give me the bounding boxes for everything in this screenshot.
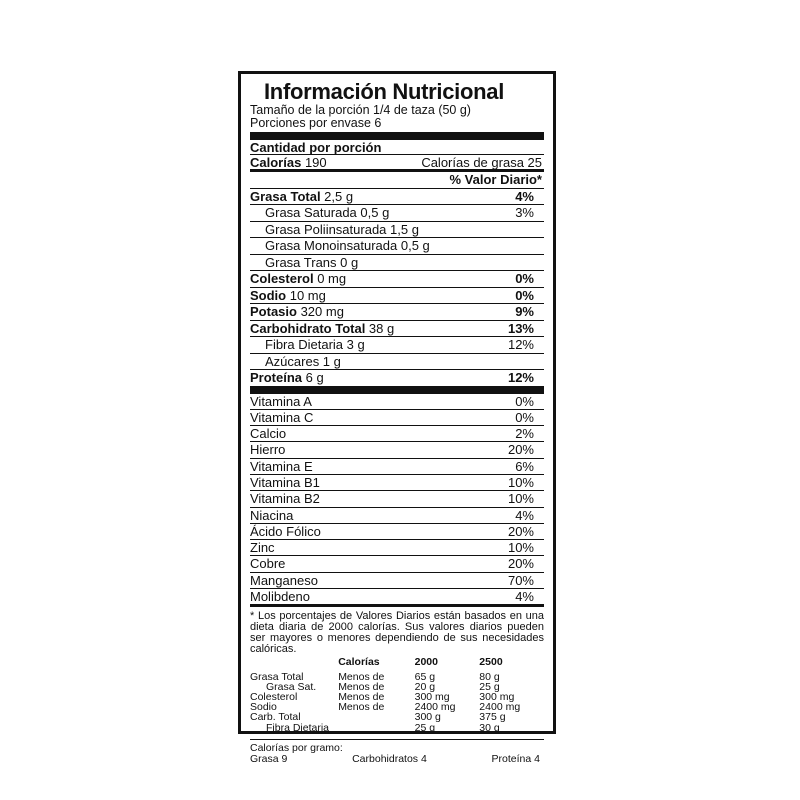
reference-cell-limit: Menos de — [338, 670, 385, 683]
nutrient-dv: 12% — [507, 370, 534, 386]
nutrient-name: Sodio — [250, 287, 287, 303]
nutrient-row — [250, 303, 544, 320]
vitamin-dv: 0% — [515, 393, 534, 409]
vitamin-row — [250, 572, 544, 588]
nutrient-row — [250, 336, 544, 353]
nutrient-name: Colesterol — [250, 271, 314, 287]
reference-cell-c2000: 25 g — [414, 721, 436, 734]
vitamin-row — [250, 458, 544, 474]
nutrient-name: Grasa Monoinsaturada 0,5 g — [265, 238, 430, 254]
nutrition-facts-panel — [238, 71, 556, 765]
vitamin-row — [250, 394, 544, 409]
nutrient-name: Proteína — [250, 370, 303, 386]
reference-cell-c2500: 25 g — [479, 680, 500, 693]
calories-from-fat: Calorías de grasa 25 — [421, 154, 542, 170]
reference-row — [250, 723, 544, 733]
reference-cell-c2000: 20 g — [414, 680, 436, 693]
reference-cell-name: Grasa Total — [250, 670, 304, 683]
nutrient-row — [250, 369, 544, 386]
nutrient-row — [250, 270, 544, 287]
calories-row — [250, 155, 544, 169]
footnote: * Los porcentajes de Valores Diarios están basados en una dieta diaria de 2000 calorías. Sus valores diarios pueden ser mayores o menores dependiendo de sus necesidades calóricas. — [250, 610, 544, 656]
reference-cell-limit — [338, 723, 414, 733]
reference-row — [250, 668, 544, 682]
nutrient-amount: 38 g — [365, 320, 395, 336]
nutrient-row — [250, 287, 544, 304]
vitamin-name: Manganeso — [250, 572, 318, 588]
nutrient-amount: 2,5 g — [320, 188, 354, 204]
reference-cell-name: Sodio — [250, 701, 277, 714]
calories-per-gram-row: Grasa 9 Carbohidratos 4 Proteína 4 — [250, 752, 540, 765]
reference-cell-limit: Menos de — [338, 690, 385, 703]
vitamin-dv: 10% — [507, 474, 534, 490]
nutrient-dv: 13% — [507, 320, 534, 336]
reference-cell-c2500: 375 g — [479, 711, 506, 724]
reference-cell-name: Grasa Sat. — [266, 680, 317, 693]
vitamin-dv: 2% — [515, 426, 534, 442]
vitamin-dv: 6% — [515, 458, 534, 474]
vitamin-row — [250, 539, 544, 555]
nutrient-amount: 0 mg — [313, 271, 347, 287]
nutrient-row — [250, 237, 544, 254]
calories-label: Calorías — [250, 154, 302, 170]
servings-per-container: Porciones por envase 6 — [250, 116, 382, 130]
nutrient-dv: 0% — [515, 271, 534, 287]
vitamin-name: Hierro — [250, 442, 286, 458]
nutrient-dv: 3% — [515, 205, 534, 221]
nutrient-amount: 6 g — [302, 370, 324, 386]
vitamin-row — [250, 588, 544, 604]
vitamin-name: Vitamina E — [250, 458, 313, 474]
reference-cell-c2500: 30 g — [479, 721, 500, 734]
vitamin-row — [250, 409, 544, 425]
reference-cell-c2000: 300 mg — [414, 690, 450, 703]
vitamin-name: Zinc — [250, 540, 275, 556]
vitamin-dv: 20% — [507, 442, 534, 458]
vitamin-name: Vitamina C — [250, 409, 314, 425]
nutrient-row — [250, 204, 544, 221]
nutrient-dv: 9% — [515, 304, 534, 320]
nutrient-dv: 4% — [515, 188, 534, 204]
nutrient-dv: 0% — [515, 287, 534, 303]
vitamin-name: Vitamina B1 — [250, 474, 320, 490]
nutrient-row — [250, 254, 544, 271]
vitamin-dv: 4% — [515, 589, 534, 605]
vitamin-dv: 4% — [515, 507, 534, 523]
reference-cell-c2000: 2400 mg — [414, 701, 456, 714]
nutrient-name: Potasio — [250, 304, 297, 320]
nutrient-amount: 10 mg — [286, 287, 326, 303]
vitamin-dv: 70% — [507, 572, 534, 588]
vitamin-dv: 20% — [507, 523, 534, 539]
reference-cell-c2500: 2400 mg — [479, 701, 521, 714]
reference-header: Calorías 2000 2500 — [338, 656, 503, 669]
label-title: Información Nutricional — [264, 79, 505, 104]
nutrient-name: Fibra Dietaria 3 g — [265, 337, 365, 353]
nutrient-name: Grasa Trans 0 g — [265, 254, 359, 270]
nutrient-dv: 12% — [507, 337, 534, 353]
calories-per-gram: Calorías por gramo: — [250, 741, 343, 754]
nutrient-name: Azúcares 1 g — [265, 353, 341, 369]
nutrient-row — [250, 221, 544, 238]
vitamin-name: Ácido Fólico — [250, 523, 321, 539]
reference-cell-limit: Menos de — [338, 680, 385, 693]
vitamin-row — [250, 490, 544, 506]
vitamin-row — [250, 425, 544, 441]
vitamin-name: Vitamina A — [250, 393, 312, 409]
reference-cell-name: Colesterol — [250, 690, 298, 703]
vitamin-dv: 10% — [507, 491, 534, 507]
reference-cell-limit — [338, 712, 414, 722]
nutrient-name: Grasa Poliinsaturada 1,5 g — [265, 221, 419, 237]
reference-cell-c2500: 80 g — [479, 670, 500, 683]
vitamin-name: Vitamina B2 — [250, 491, 320, 507]
vitamin-name: Molibdeno — [250, 589, 310, 605]
vitamin-dv: 20% — [507, 556, 534, 572]
vitamin-name: Cobre — [250, 556, 286, 572]
calories-value: 190 — [304, 154, 327, 170]
nutrient-row — [250, 320, 544, 337]
vitamin-row — [250, 441, 544, 457]
vitamin-row — [250, 507, 544, 523]
vitamin-name: Calcio — [250, 426, 287, 442]
reference-cell-limit: Menos de — [338, 701, 385, 714]
nutrient-name: Carbohidrato Total — [250, 320, 366, 336]
amount-per-serving: Cantidad por porción — [250, 139, 382, 155]
vitamin-row — [250, 474, 544, 490]
vitamin-row — [250, 523, 544, 539]
reference-cell-c2000: 300 g — [414, 711, 441, 724]
nutrient-name: Grasa Saturada 0,5 g — [265, 205, 390, 221]
reference-cell-c2000: 65 g — [414, 670, 436, 683]
reference-cell-name: Carb. Total — [250, 711, 301, 724]
nutrient-row — [250, 353, 544, 370]
daily-value-header: % Valor Diario* — [449, 172, 542, 188]
nutrient-row — [250, 189, 544, 205]
nutrient-name: Grasa Total — [250, 188, 321, 204]
nutrient-amount: 320 mg — [296, 304, 344, 320]
vitamin-dv: 10% — [507, 540, 534, 556]
reference-table — [250, 657, 544, 732]
serving-size: Tamaño de la porción 1/4 de taza (50 g) — [250, 103, 471, 117]
reference-cell-name: Fibra Dietaria — [266, 721, 330, 734]
vitamin-dv: 0% — [515, 409, 534, 425]
vitamin-row — [250, 555, 544, 571]
reference-cell-c2500: 300 mg — [479, 690, 515, 703]
vitamin-name: Niacina — [250, 507, 294, 523]
